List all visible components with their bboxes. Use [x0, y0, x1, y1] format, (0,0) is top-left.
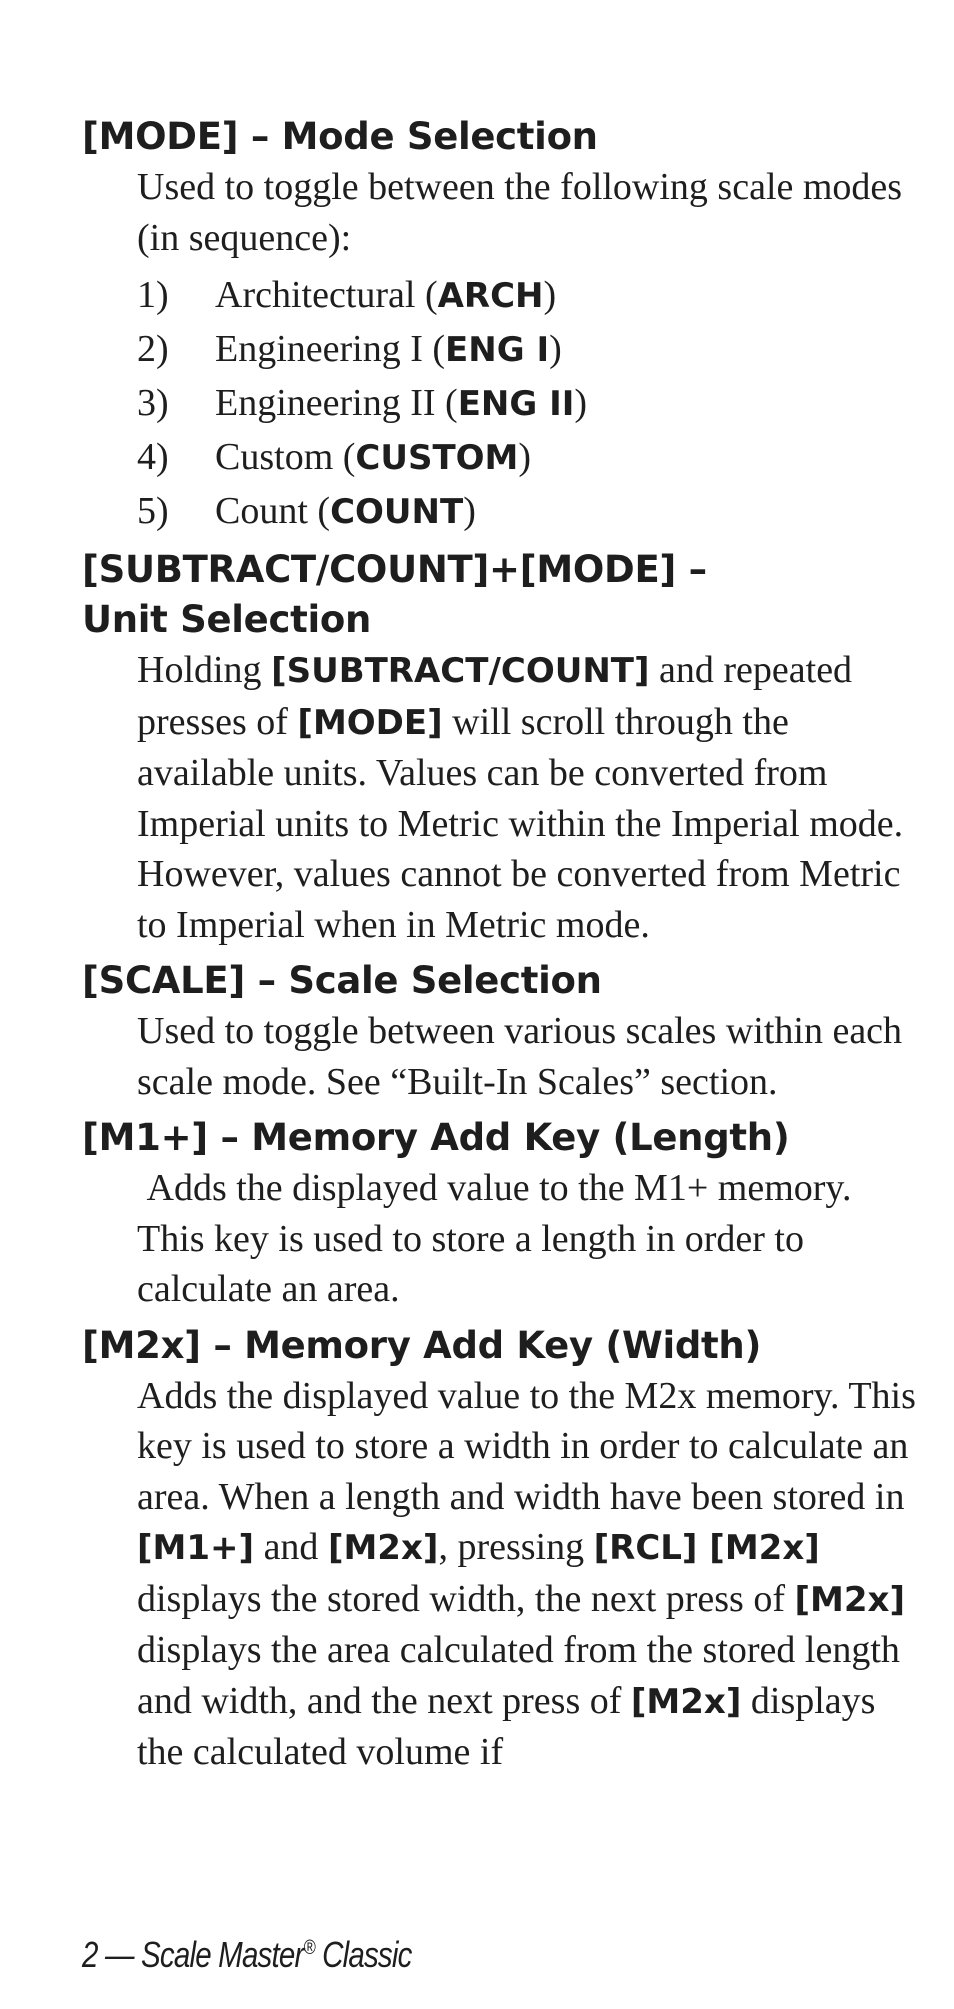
scale-heading: [SCALE] – Scale Selection: [82, 959, 602, 1002]
m1-text: Adds the displayed value to the M1+ memory. This key is used to store a length in order to calculate an area.: [137, 1167, 861, 1310]
list-item: 3) Engineering II (ENG II): [137, 382, 588, 424]
m1-heading: [M1+] – Memory Add Key (Length): [82, 1116, 790, 1159]
m2-text: Adds the displayed value to the M2x memory. This key is used to store a width in order to calculate an area. When a length and width have been stored in [M1+] and [M2x], pressing [RCL] [M2x] displays the stored width, the next press of [M2x] displays the area calculated from the stored length and width, and the next press of [M2x] displays the calculated volume if: [137, 1374, 916, 1773]
mode-list: [82, 269, 882, 539]
m2-heading: [M2x] – Memory Add Key (Width): [82, 1323, 762, 1367]
list-item: 5) Count (COUNT): [137, 490, 476, 532]
page-footer: 2 — Scale Master® Classic: [82, 1934, 412, 1975]
mode-intro: Used to toggle between the following scale modes (in sequence):: [137, 166, 903, 259]
list-item: 2) Engineering I (ENG I): [137, 328, 562, 370]
unit-text: Holding [SUBTRACT/COUNT] and repeated presses of [MODE] will scroll through the available units. Values can be converted from Imperial units to Metric within the Imperial mode. However, values cannot be converted from Metric to Imperial when in Metric mode.: [137, 649, 904, 946]
list-item: 1) Architectural (ARCH): [137, 274, 557, 316]
manual-page: [82, 112, 916, 1784]
mode-heading: [MODE] – Mode Selection: [82, 115, 598, 158]
list-item: 4) Custom (CUSTOM): [137, 436, 532, 478]
unit-heading: [SUBTRACT/COUNT]+[MODE] – Unit Selection: [82, 548, 707, 641]
scale-text: Used to toggle between various scales within each scale mode. See “Built-In Scales” section.: [137, 1010, 903, 1103]
